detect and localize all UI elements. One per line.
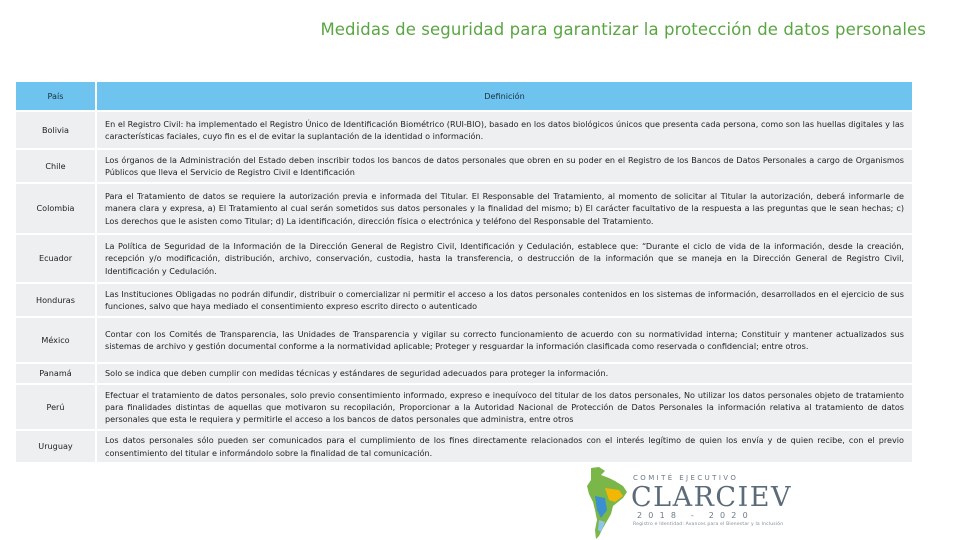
row-definition: Las Instituciones Obligadas no podrán difundir, distribuir o comercializar ni permitir el acceso a los datos personales contenidos en los sistemas de información, desarrollados en el ejercicio de sus funciones, salvo que haya mediado el consentimiento expreso escrito directo o autenticado [96,283,912,317]
header-definition: Definición [96,82,912,111]
row-country: Honduras [16,283,96,317]
row-country: Bolivia [16,111,96,149]
row-country: Ecuador [16,234,96,283]
row-country: Colombia [16,183,96,234]
row-country: Uruguay [16,430,96,463]
row-country: Perú [16,384,96,430]
logo-main-text: CLARCIEV [631,482,792,513]
row-definition: Para el Tratamiento de datos se requiere la autorización previa e informada del Titular. El Responsable del Tratamiento, al momento de solicitar al Titular la autorización, deberá informarle de manera clara y expresa, a) El Tratamiento al cual serán sometidos sus datos personales y la finalidad del mismo; b) El carácter facultativo de la respuesta a las preguntas que le sean hechas; c) Los derechos que le asisten como Titular; d) La identificación, dirección física o electrónica y teléfono del Responsable del Tratamiento. [96,183,912,234]
logo-top-text: COMITÉ EJECUTIVO [633,474,739,482]
header-country: País [16,82,96,111]
logo-tagline: Registro e Identidad: Avances para el Bienestar y la Inclusión [633,522,784,527]
row-country: Chile [16,149,96,183]
table-row [16,384,912,430]
clarciev-logo [585,466,805,540]
row-country: México [16,317,96,363]
row-definition: En el Registro Civil: ha implementado el Registro Único de Identificación Biométrico (RUI-BIO), basado en los datos biológicos únicos que presenta cada persona, como son las huellas digitales y las características faciales, cuyo fin es el de evitar la suplantación de la identidad o información. [96,111,912,149]
latin-america-map-icon [585,466,631,540]
table-row [16,283,912,317]
table-header-row [16,82,912,111]
row-definition: Efectuar el tratamiento de datos personales, solo previo consentimiento informado, expreso e inequívoco del titular de los datos personales, No utilizar los datos personales objeto de tratamiento para finalidades distintas de aquellas que motivaron su recopilación, Proporcionar a la Autoridad Nacional de Protección de Datos Personales la información relativa al tratamiento de datos personales que esta le requiera y permitirle el acceso a los bancos de datos personales que administra, entre otros [96,384,912,430]
row-definition: Contar con los Comités de Transparencia, las Unidades de Transparencia y vigilar su correcto funcionamiento de acuerdo con su normatividad interna; Constituir y mantener actualizados sus sistemas de archivo y gestión documental conforme a la normatividad aplicable; Proteger y resguardar la información clasificada como reservada o confidencial; entre otros. [96,317,912,363]
table-row [16,363,912,384]
table-row [16,183,912,234]
row-definition: Solo se indica que deben cumplir con medidas técnicas y estándares de seguridad adecuados para proteger la información. [96,363,912,384]
row-country: Panamá [16,363,96,384]
security-measures-table [16,82,912,464]
row-definition: La Política de Seguridad de la Información de la Dirección General de Registro Civil, Identificación y Cedulación, establece que: “Durante el ciclo de vida de la información, desde la creación, recepción y/o modificación, distribución, archivo, conservación, custodia, hasta la transferencia, o destrucción de la información que se maneja en la Dirección General de Registro Civil, Identificación y Cedulación. [96,234,912,283]
table-row [16,149,912,183]
table-row [16,430,912,463]
row-definition: Los datos personales sólo pueden ser comunicados para el cumplimiento de los fines directamente relacionados con el interés legítimo de quien los envía y de quien recibe, con el previo consentimiento del titular e informándolo sobre la finalidad de tal comunicación. [96,430,912,463]
table-row [16,317,912,363]
row-definition: Los órganos de la Administración del Estado deben inscribir todos los bancos de datos personales que obren en su poder en el Registro de los Bancos de Datos Personales a cargo de Organismos Públicos que lleva el Servicio de Registro Civil e Identificación [96,149,912,183]
page-title: Medidas de seguridad para garantizar la protección de datos personales [320,20,926,39]
table-row [16,234,912,283]
table-row [16,111,912,149]
logo-years-text: 2018 - 2020 [637,511,754,520]
